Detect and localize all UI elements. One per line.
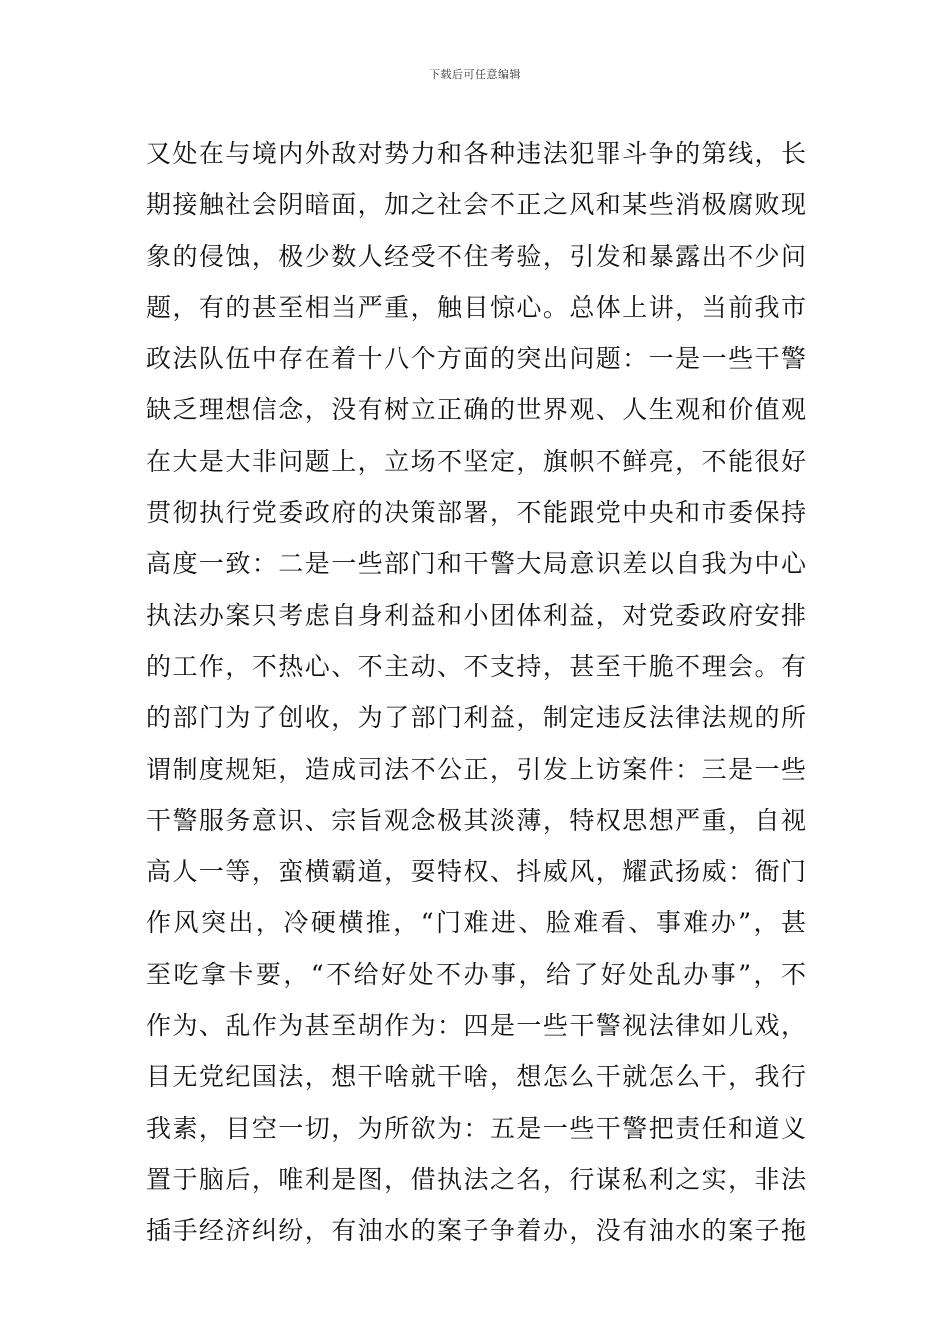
text-line: 作为、乱作为甚至胡作为：四是一些干警视法律如儿戏， xyxy=(146,1011,806,1041)
text-line: 置于脑后，唯利是图，借执法之名，行谋私利之实，非法 xyxy=(146,1164,806,1194)
text-line: 执法办案只考虑自身利益和小团体利益，对党委政府安排 xyxy=(146,600,806,630)
text-line: 的工作，不热心、不主动、不支持，甚至干脆不理会。有 xyxy=(146,651,806,681)
text-line: 题，有的甚至相当严重，触目惊心。总体上讲，当前我市 xyxy=(146,292,806,322)
text-line: 谓制度规矩，造成司法不公正，引发上访案件：三是一些 xyxy=(146,754,806,784)
text-line: 至吃拿卡要，“不给好处不办事，给了好处乱办事”，不 xyxy=(146,959,806,989)
text-line: 干警服务意识、宗旨观念极其淡薄，特权思想严重，自视 xyxy=(146,805,806,835)
text-line: 象的侵蚀，极少数人经受不住考验，引发和暴露出不少问 xyxy=(146,241,806,271)
body-paragraph xyxy=(146,128,806,1257)
text-line: 作风突出，冷硬横推，“门难进、脸难看、事难办”，甚 xyxy=(146,908,806,938)
page-header: 下载后可任意编辑 xyxy=(429,68,521,81)
text-line: 高人一等，蛮横霸道，耍特权、抖威风，耀武扬威：衙门 xyxy=(146,857,806,887)
text-line: 我素，目空一切，为所欲为：五是一些干警把责任和道义 xyxy=(146,1113,806,1143)
text-line: 目无党纪国法，想干啥就干啥，想怎么干就怎么干，我行 xyxy=(146,1062,806,1092)
text-line: 高度一致：二是一些部门和干警大局意识差以自我为中心 xyxy=(146,549,806,579)
text-line: 的部门为了创收，为了部门利益，制定违反法律法规的所 xyxy=(146,703,806,733)
text-line: 在大是大非问题上，立场不坚定，旗帜不鲜亮，不能很好 xyxy=(146,446,806,476)
text-line: 贯彻执行党委政府的决策部署，不能跟党中央和市委保持 xyxy=(146,498,806,528)
text-line: 又处在与境内外敌对势力和各种违法犯罪斗争的第线，长 xyxy=(146,139,806,168)
text-line: 缺乏理想信念，没有树立正确的世界观、人生观和价值观 xyxy=(146,395,806,425)
text-line: 政法队伍中存在着十八个方面的突出问题：一是一些干警 xyxy=(146,344,806,374)
text-line: 期接触社会阴暗面，加之社会不正之风和某些消极腐败现 xyxy=(146,190,806,220)
text-line: 插手经济纠纷，有油水的案子争着办，没有油水的案子拖 xyxy=(146,1216,806,1246)
